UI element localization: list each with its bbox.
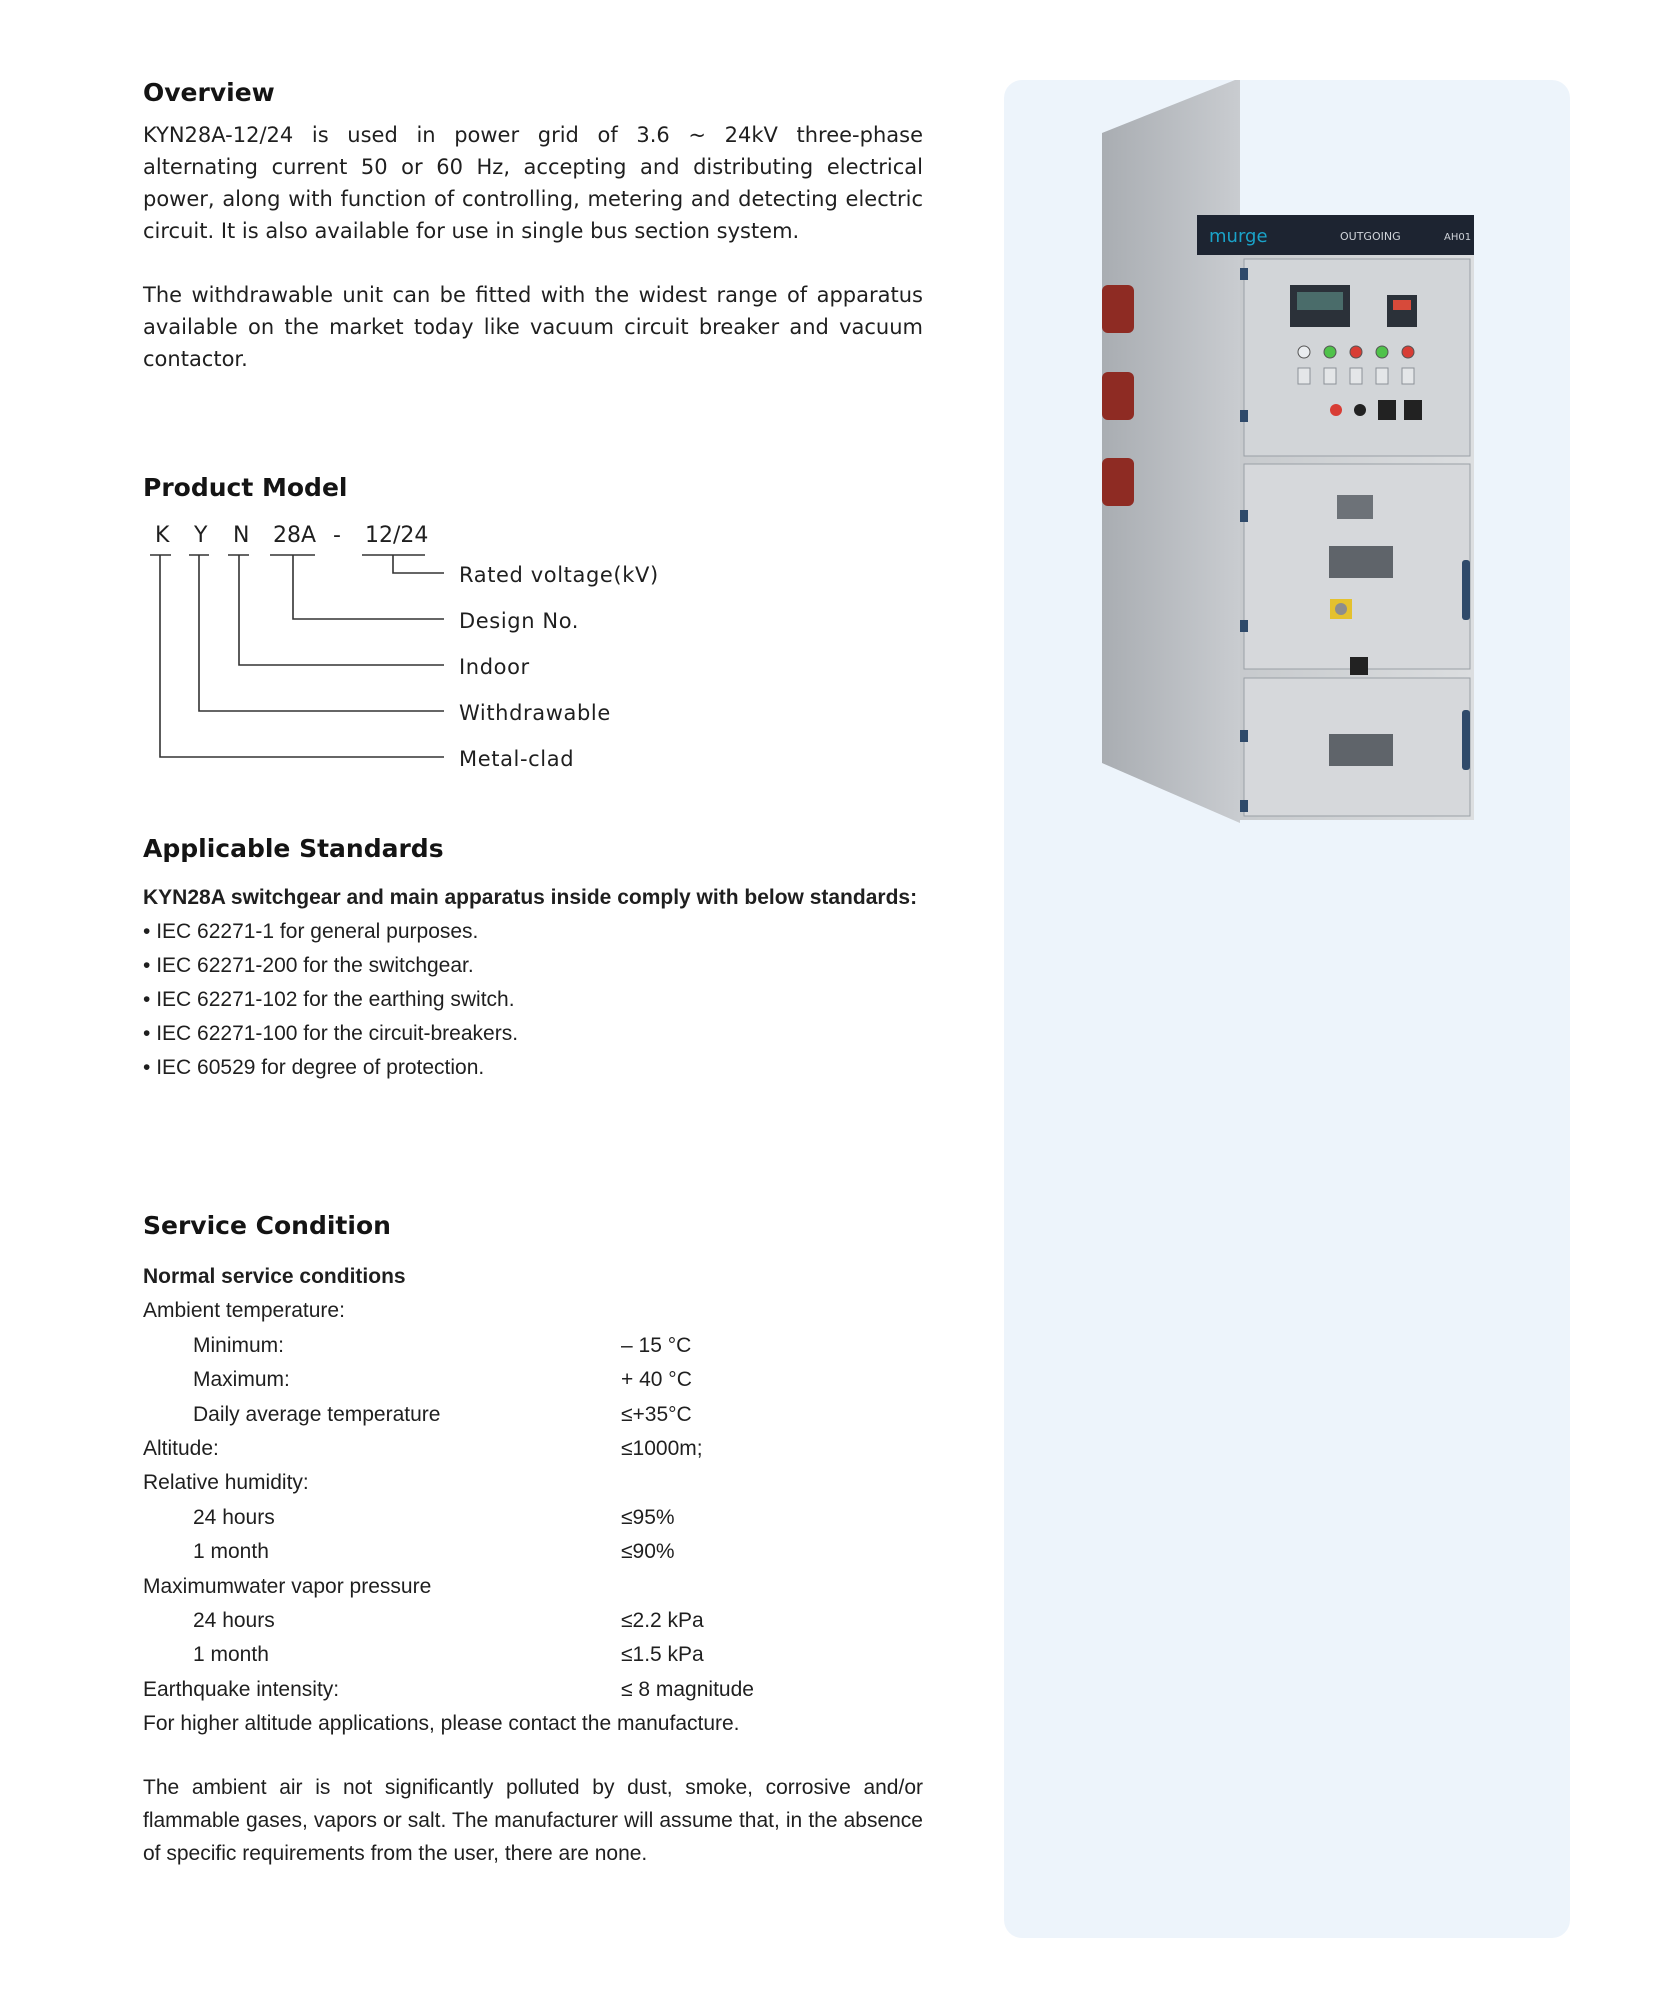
table-row xyxy=(143,1638,923,1672)
standard-item: • IEC 62271-102 for the earthing switch. xyxy=(143,983,923,1017)
condition-value: ≤+35°C xyxy=(621,1402,692,1426)
service-condition-section xyxy=(143,1211,923,1870)
label-design-no: Design No. xyxy=(459,609,580,633)
table-row xyxy=(143,1329,923,1363)
table-row xyxy=(143,1260,923,1294)
product-model-title: Product Model xyxy=(143,473,348,502)
condition-label: Ambient temperature: xyxy=(143,1299,345,1323)
product-image-panel xyxy=(1004,80,1570,1938)
label-rated-voltage: Rated voltage(kV) xyxy=(459,563,659,587)
condition-label: 1 month xyxy=(193,1643,269,1667)
label-indoor: Indoor xyxy=(459,655,530,679)
standard-item: • IEC 62271-1 for general purposes. xyxy=(143,915,923,949)
condition-label: Minimum: xyxy=(193,1333,285,1357)
service-title: Service Condition xyxy=(143,1211,391,1240)
condition-label: Daily average temperature xyxy=(193,1402,441,1426)
standards-title: Applicable Standards xyxy=(143,834,444,863)
table-row xyxy=(143,1604,923,1638)
condition-label: For higher altitude applications, please contact the manufacture. xyxy=(143,1712,740,1736)
condition-value: ≤1000m; xyxy=(621,1436,703,1460)
product-model-section xyxy=(143,473,923,873)
model-code-design: 28A xyxy=(273,523,317,548)
standards-section xyxy=(143,834,923,1085)
table-row xyxy=(143,1570,923,1604)
table-row xyxy=(143,1432,923,1466)
table-row xyxy=(143,1501,923,1535)
condition-label: Normal service conditions xyxy=(143,1265,406,1288)
model-code-dash: - xyxy=(333,523,341,548)
service-conditions-table xyxy=(143,1260,923,1741)
overview-title: Overview xyxy=(143,78,275,107)
table-row xyxy=(143,1707,923,1741)
condition-label: 1 month xyxy=(193,1540,269,1564)
cabinet-brand: murge xyxy=(1209,226,1268,247)
condition-label: Earthquake intensity: xyxy=(143,1677,340,1701)
condition-value: ≤2.2 kPa xyxy=(621,1608,704,1632)
condition-label: Relative humidity: xyxy=(143,1471,309,1495)
condition-value: + 40 °C xyxy=(621,1368,692,1392)
cabinet-code: AH01 xyxy=(1444,232,1472,243)
ambient-air-paragraph: The ambient air is not significantly polluted by dust, smoke, corrosive and/or flammable gases, vapors or salt. The manufacturer will assume that, in the absence of specific requirements from the user, there are none. xyxy=(143,1776,923,1866)
cabinet-label: OUTGOING xyxy=(1340,230,1401,243)
table-row xyxy=(143,1294,923,1328)
model-code-voltage: 12/24 xyxy=(365,523,429,548)
model-code-y: Y xyxy=(194,523,208,548)
standard-item: • IEC 62271-100 for the circuit-breakers. xyxy=(143,1017,923,1051)
condition-label: 24 hours xyxy=(193,1608,275,1632)
standards-list xyxy=(143,915,923,1085)
table-row xyxy=(143,1398,923,1432)
table-row xyxy=(143,1673,923,1707)
standard-item: • IEC 62271-200 for the switchgear. xyxy=(143,949,923,983)
model-code-n: N xyxy=(233,523,250,548)
label-metal-clad: Metal-clad xyxy=(459,747,575,771)
standards-intro: KYN28A switchgear and main apparatus inside comply with below standards: xyxy=(143,886,918,909)
model-code-k: K xyxy=(155,523,170,548)
condition-value: ≤1.5 kPa xyxy=(621,1643,704,1667)
overview-section xyxy=(143,78,923,375)
condition-label: Maximum: xyxy=(193,1368,290,1392)
condition-value: ≤90% xyxy=(621,1540,675,1564)
table-row xyxy=(143,1466,923,1500)
overview-paragraph-2: The withdrawable unit can be fitted with the widest range of apparatus available on the market today like vacuum circuit breaker and vacuum contactor. xyxy=(143,283,923,371)
condition-label: Maximumwater vapor pressure xyxy=(143,1574,432,1598)
condition-label: 24 hours xyxy=(193,1505,275,1529)
condition-value: – 15 °C xyxy=(621,1333,692,1357)
switchgear-cabinet-illustration xyxy=(1004,80,1570,840)
condition-label: Altitude: xyxy=(143,1436,219,1460)
table-row xyxy=(143,1535,923,1569)
condition-value: ≤ 8 magnitude xyxy=(621,1677,754,1701)
condition-value: ≤95% xyxy=(621,1505,675,1529)
standard-item: • IEC 60529 for degree of protection. xyxy=(143,1051,923,1085)
label-withdrawable: Withdrawable xyxy=(459,701,611,725)
table-row xyxy=(143,1363,923,1397)
overview-paragraph-1: KYN28A-12/24 is used in power grid of 3.6 ~ 24kV three-phase alternating current 50 or 60 Hz, accepting and distributing electrical power, along with function of controlling, metering and detecting electric circuit. It is also available for use in single bus section system. xyxy=(143,123,923,243)
